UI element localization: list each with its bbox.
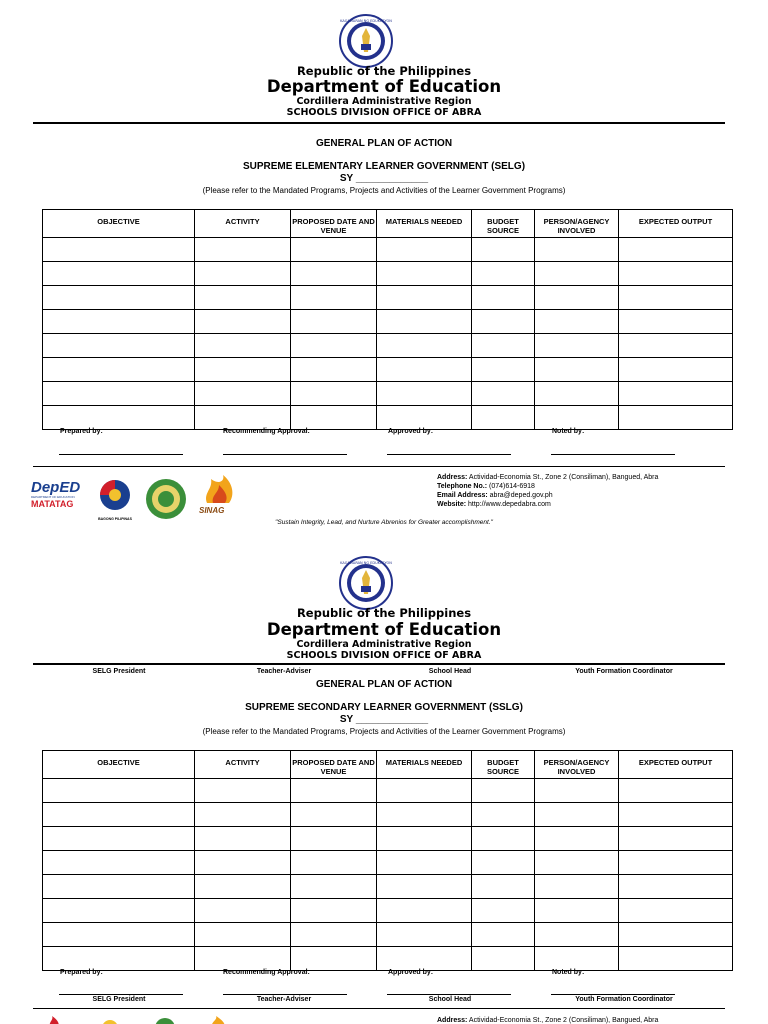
table-cell[interactable] <box>43 334 195 358</box>
table-cell[interactable] <box>43 358 195 382</box>
table-row <box>43 238 733 262</box>
table-cell[interactable] <box>619 262 733 286</box>
table-cell[interactable] <box>472 947 535 971</box>
table-row <box>43 286 733 310</box>
table-row <box>43 334 733 358</box>
signature-line[interactable] <box>223 994 347 995</box>
bagong-pilipinas-icon <box>94 478 136 512</box>
table-cell[interactable] <box>619 923 733 947</box>
table-cell[interactable] <box>377 803 472 827</box>
table-cell[interactable] <box>619 803 733 827</box>
contact-block: Address: Actividad-Economia St., Zone 2 (Consiliman), Bangued, Abra Telephone No.: (074)614-6918 Email Address: abra@deped.gov.ph Website: http://www.depedabra.com <box>437 474 659 508</box>
signature-line[interactable] <box>387 994 511 995</box>
table-cell[interactable] <box>43 851 195 875</box>
table-cell[interactable] <box>195 334 291 358</box>
table-cell[interactable] <box>43 382 195 406</box>
table-cell[interactable] <box>619 947 733 971</box>
role-school-head: School Head <box>428 668 472 675</box>
document-page-2 <box>0 541 768 1024</box>
table-cell[interactable] <box>43 406 195 430</box>
table-cell[interactable] <box>535 947 619 971</box>
header-divider <box>33 122 725 124</box>
table-row <box>43 851 733 875</box>
footer-logos-partial-icon <box>40 1016 240 1024</box>
role-school-head: School Head <box>428 996 472 1003</box>
table-cell[interactable] <box>43 923 195 947</box>
instruction-note: (Please refer to the Mandated Programs, Projects and Activities of the Learner Government Programs) <box>202 186 566 195</box>
plan-title: GENERAL PLAN OF ACTION <box>315 679 453 690</box>
table-cell[interactable] <box>619 851 733 875</box>
sinag-logo: SINAG <box>199 475 241 519</box>
deped-seal-icon <box>339 14 393 68</box>
table-cell[interactable] <box>472 779 535 803</box>
division-heading: SCHOOLS DIVISION OFFICE OF ABRA <box>286 107 482 118</box>
table-cell[interactable] <box>472 406 535 430</box>
table-cell[interactable] <box>195 406 291 430</box>
table-cell[interactable] <box>535 406 619 430</box>
motto-text: "Sustain Integrity, Lead, and Nurture Abrenios for Greater accomplishment." <box>275 519 493 526</box>
noted-by-label: Noted by: <box>552 428 585 435</box>
table-cell[interactable] <box>377 851 472 875</box>
plan-table <box>42 750 733 971</box>
deped-seal-icon <box>339 556 393 610</box>
signature-line[interactable] <box>551 454 675 455</box>
table-cell[interactable] <box>619 310 733 334</box>
table-cell[interactable] <box>195 382 291 406</box>
role-selg-president: SELG President <box>92 668 146 675</box>
table-header-row <box>43 210 733 238</box>
table-cell[interactable] <box>377 310 472 334</box>
recommending-approval-label: Recommending Approval: <box>223 969 310 976</box>
table-cell[interactable] <box>535 875 619 899</box>
table-cell[interactable] <box>377 923 472 947</box>
abra-division-seal-icon <box>145 478 187 520</box>
table-cell[interactable] <box>195 923 291 947</box>
table-cell[interactable] <box>535 382 619 406</box>
table-cell[interactable] <box>195 947 291 971</box>
table-cell[interactable] <box>535 779 619 803</box>
table-cell[interactable] <box>535 851 619 875</box>
col-objective: OBJECTIVE <box>43 210 195 238</box>
table-cell[interactable] <box>535 238 619 262</box>
table-cell[interactable] <box>472 262 535 286</box>
department-heading: Department of Education <box>266 620 502 639</box>
col-activity: ACTIVITY <box>195 751 291 779</box>
table-cell[interactable] <box>377 875 472 899</box>
col-date-venue: PROPOSED DATE AND VENUE <box>291 751 377 779</box>
col-output: EXPECTED OUTPUT <box>619 210 733 238</box>
deped-matatag-logo: DepED DEPARTMENT OF EDUCATION MATATAG <box>31 479 81 509</box>
recommending-approval-label: Recommending Approval: <box>223 428 310 435</box>
table-cell[interactable] <box>43 262 195 286</box>
table-cell[interactable] <box>535 358 619 382</box>
table-cell[interactable] <box>377 286 472 310</box>
table-cell[interactable] <box>195 310 291 334</box>
website-link[interactable]: http://www.depedabra.com <box>468 501 551 508</box>
table-cell[interactable] <box>291 238 377 262</box>
approved-by-label: Approved by: <box>388 428 434 435</box>
table-cell[interactable] <box>291 803 377 827</box>
table-cell[interactable] <box>619 779 733 803</box>
table-cell[interactable] <box>43 827 195 851</box>
table-cell[interactable] <box>195 899 291 923</box>
table-cell[interactable] <box>291 947 377 971</box>
table-cell[interactable] <box>377 779 472 803</box>
table-cell[interactable] <box>195 238 291 262</box>
approved-by-label: Approved by: <box>388 969 434 976</box>
table-cell[interactable] <box>195 779 291 803</box>
table-cell[interactable] <box>619 286 733 310</box>
footer-divider <box>33 1008 725 1009</box>
table-cell[interactable] <box>377 238 472 262</box>
table-cell[interactable] <box>291 779 377 803</box>
role-selg-president: SELG President <box>92 996 146 1003</box>
org-title: SUPREME SECONDARY LEARNER GOVERNMENT (SSLG) <box>245 702 523 713</box>
table-cell[interactable] <box>291 310 377 334</box>
col-output: EXPECTED OUTPUT <box>619 751 733 779</box>
table-cell[interactable] <box>619 406 733 430</box>
table-cell[interactable] <box>619 827 733 851</box>
table-cell[interactable] <box>472 238 535 262</box>
table-cell[interactable] <box>535 803 619 827</box>
table-cell[interactable] <box>472 358 535 382</box>
col-objective: OBJECTIVE <box>43 751 195 779</box>
col-materials: MATERIALS NEEDED <box>377 751 472 779</box>
table-cell[interactable] <box>43 286 195 310</box>
address-text: Actividad-Economia St., Zone 2 (Consiliman), Bangued, Abra <box>468 1017 659 1024</box>
table-cell[interactable] <box>535 827 619 851</box>
table-cell[interactable] <box>195 358 291 382</box>
table-cell[interactable] <box>472 923 535 947</box>
table-row <box>43 923 733 947</box>
prepared-by-label: Prepared by: <box>60 969 103 976</box>
signature-line[interactable] <box>551 994 675 995</box>
col-budget: BUDGET SOURCE <box>472 210 535 238</box>
header-divider <box>33 663 725 665</box>
table-cell[interactable] <box>291 899 377 923</box>
seal-text: KAGAWARAN NG EDUKASYON <box>340 561 392 565</box>
table-cell[interactable] <box>535 334 619 358</box>
table-cell[interactable] <box>472 875 535 899</box>
table-cell[interactable] <box>472 803 535 827</box>
plan-title: GENERAL PLAN OF ACTION <box>315 138 453 149</box>
republic-heading: Republic of the Philippines <box>296 64 472 78</box>
school-year-field[interactable]: SY _____________ <box>339 173 429 184</box>
table-cell[interactable] <box>291 334 377 358</box>
table-cell[interactable] <box>535 310 619 334</box>
table-cell[interactable] <box>472 827 535 851</box>
table-cell[interactable] <box>472 310 535 334</box>
table-cell[interactable] <box>377 899 472 923</box>
footer-divider <box>33 466 725 467</box>
table-cell[interactable] <box>291 875 377 899</box>
table-header-row <box>43 751 733 779</box>
table-cell[interactable] <box>43 947 195 971</box>
col-date-venue: PROPOSED DATE AND VENUE <box>291 210 377 238</box>
table-row <box>43 262 733 286</box>
contact-block: Address: Actividad-Economia St., Zone 2 (Consiliman), Bangued, Abra <box>437 1017 659 1024</box>
table-cell[interactable] <box>291 382 377 406</box>
col-person: PERSON/AGENCY INVOLVED <box>535 751 619 779</box>
org-title: SUPREME ELEMENTARY LEARNER GOVERNMENT (SELG) <box>242 161 526 172</box>
table-row <box>43 310 733 334</box>
table-cell[interactable] <box>291 923 377 947</box>
table-cell[interactable] <box>195 803 291 827</box>
table-cell[interactable] <box>619 358 733 382</box>
seal-text: KAGAWARAN NG EDUKASYON <box>340 19 392 23</box>
col-activity: ACTIVITY <box>195 210 291 238</box>
role-teacher-adviser: Teacher-Adviser <box>256 996 312 1003</box>
table-cell[interactable] <box>195 286 291 310</box>
address-text: Actividad-Economia St., Zone 2 (Consiliman), Bangued, Abra <box>468 474 659 481</box>
table-cell[interactable] <box>535 262 619 286</box>
table-cell[interactable] <box>377 334 472 358</box>
flame-icon <box>199 475 241 505</box>
signature-line[interactable] <box>59 994 183 995</box>
table-cell[interactable] <box>472 382 535 406</box>
table-row <box>43 947 733 971</box>
table-cell[interactable] <box>43 803 195 827</box>
table-cell[interactable] <box>472 851 535 875</box>
table-cell[interactable] <box>535 899 619 923</box>
table-row <box>43 899 733 923</box>
table-cell[interactable] <box>377 382 472 406</box>
table-cell[interactable] <box>619 238 733 262</box>
table-row <box>43 406 733 430</box>
table-row <box>43 779 733 803</box>
table-cell[interactable] <box>291 262 377 286</box>
col-budget: BUDGET SOURCE <box>472 751 535 779</box>
table-cell[interactable] <box>472 286 535 310</box>
table-cell[interactable] <box>43 779 195 803</box>
table-cell[interactable] <box>291 358 377 382</box>
table-cell[interactable] <box>619 334 733 358</box>
prepared-by-label: Prepared by: <box>60 428 103 435</box>
table-row <box>43 382 733 406</box>
table-cell[interactable] <box>377 827 472 851</box>
table-cell[interactable] <box>619 382 733 406</box>
region-heading: Cordillera Administrative Region <box>296 96 472 107</box>
table-cell[interactable] <box>195 875 291 899</box>
table-cell[interactable] <box>43 310 195 334</box>
table-cell[interactable] <box>43 238 195 262</box>
table-cell[interactable] <box>472 899 535 923</box>
region-heading: Cordillera Administrative Region <box>296 639 472 650</box>
table-row <box>43 803 733 827</box>
republic-heading: Republic of the Philippines <box>296 606 472 620</box>
table-cell[interactable] <box>377 947 472 971</box>
email-link[interactable]: abra@deped.gov.ph <box>489 492 553 499</box>
table-cell[interactable] <box>291 286 377 310</box>
table-cell[interactable] <box>195 851 291 875</box>
table-cell[interactable] <box>195 262 291 286</box>
role-youth-coordinator: Youth Formation Coordinator <box>575 996 673 1003</box>
division-heading: SCHOOLS DIVISION OFFICE OF ABRA <box>286 650 482 661</box>
signature-line[interactable] <box>59 454 183 455</box>
col-materials: MATERIALS NEEDED <box>377 210 472 238</box>
table-cell[interactable] <box>619 875 733 899</box>
signature-line[interactable] <box>223 454 347 455</box>
bagong-pilipinas-logo: BAGONG PILIPINAS <box>94 478 136 520</box>
table-cell[interactable] <box>291 851 377 875</box>
role-youth-coordinator: Youth Formation Coordinator <box>575 668 673 675</box>
table-cell[interactable] <box>535 286 619 310</box>
plan-table <box>42 209 733 430</box>
department-heading: Department of Education <box>266 77 502 96</box>
table-cell[interactable] <box>43 875 195 899</box>
noted-by-label: Noted by: <box>552 969 585 976</box>
table-cell[interactable] <box>377 406 472 430</box>
table-row <box>43 875 733 899</box>
instruction-note: (Please refer to the Mandated Programs, Projects and Activities of the Learner Government Programs) <box>202 727 566 736</box>
table-cell[interactable] <box>472 334 535 358</box>
table-cell[interactable] <box>377 358 472 382</box>
table-row <box>43 827 733 851</box>
role-teacher-adviser: Teacher-Adviser <box>256 668 312 675</box>
col-person: PERSON/AGENCY INVOLVED <box>535 210 619 238</box>
table-cell[interactable] <box>291 827 377 851</box>
signature-line[interactable] <box>387 454 511 455</box>
table-row <box>43 358 733 382</box>
table-cell[interactable] <box>377 262 472 286</box>
table-cell[interactable] <box>619 899 733 923</box>
table-cell[interactable] <box>195 827 291 851</box>
table-cell[interactable] <box>535 923 619 947</box>
table-cell[interactable] <box>43 899 195 923</box>
school-year-field[interactable]: SY _____________ <box>339 714 429 725</box>
table-cell[interactable] <box>291 406 377 430</box>
telephone-text: (074)614-6918 <box>489 483 535 490</box>
